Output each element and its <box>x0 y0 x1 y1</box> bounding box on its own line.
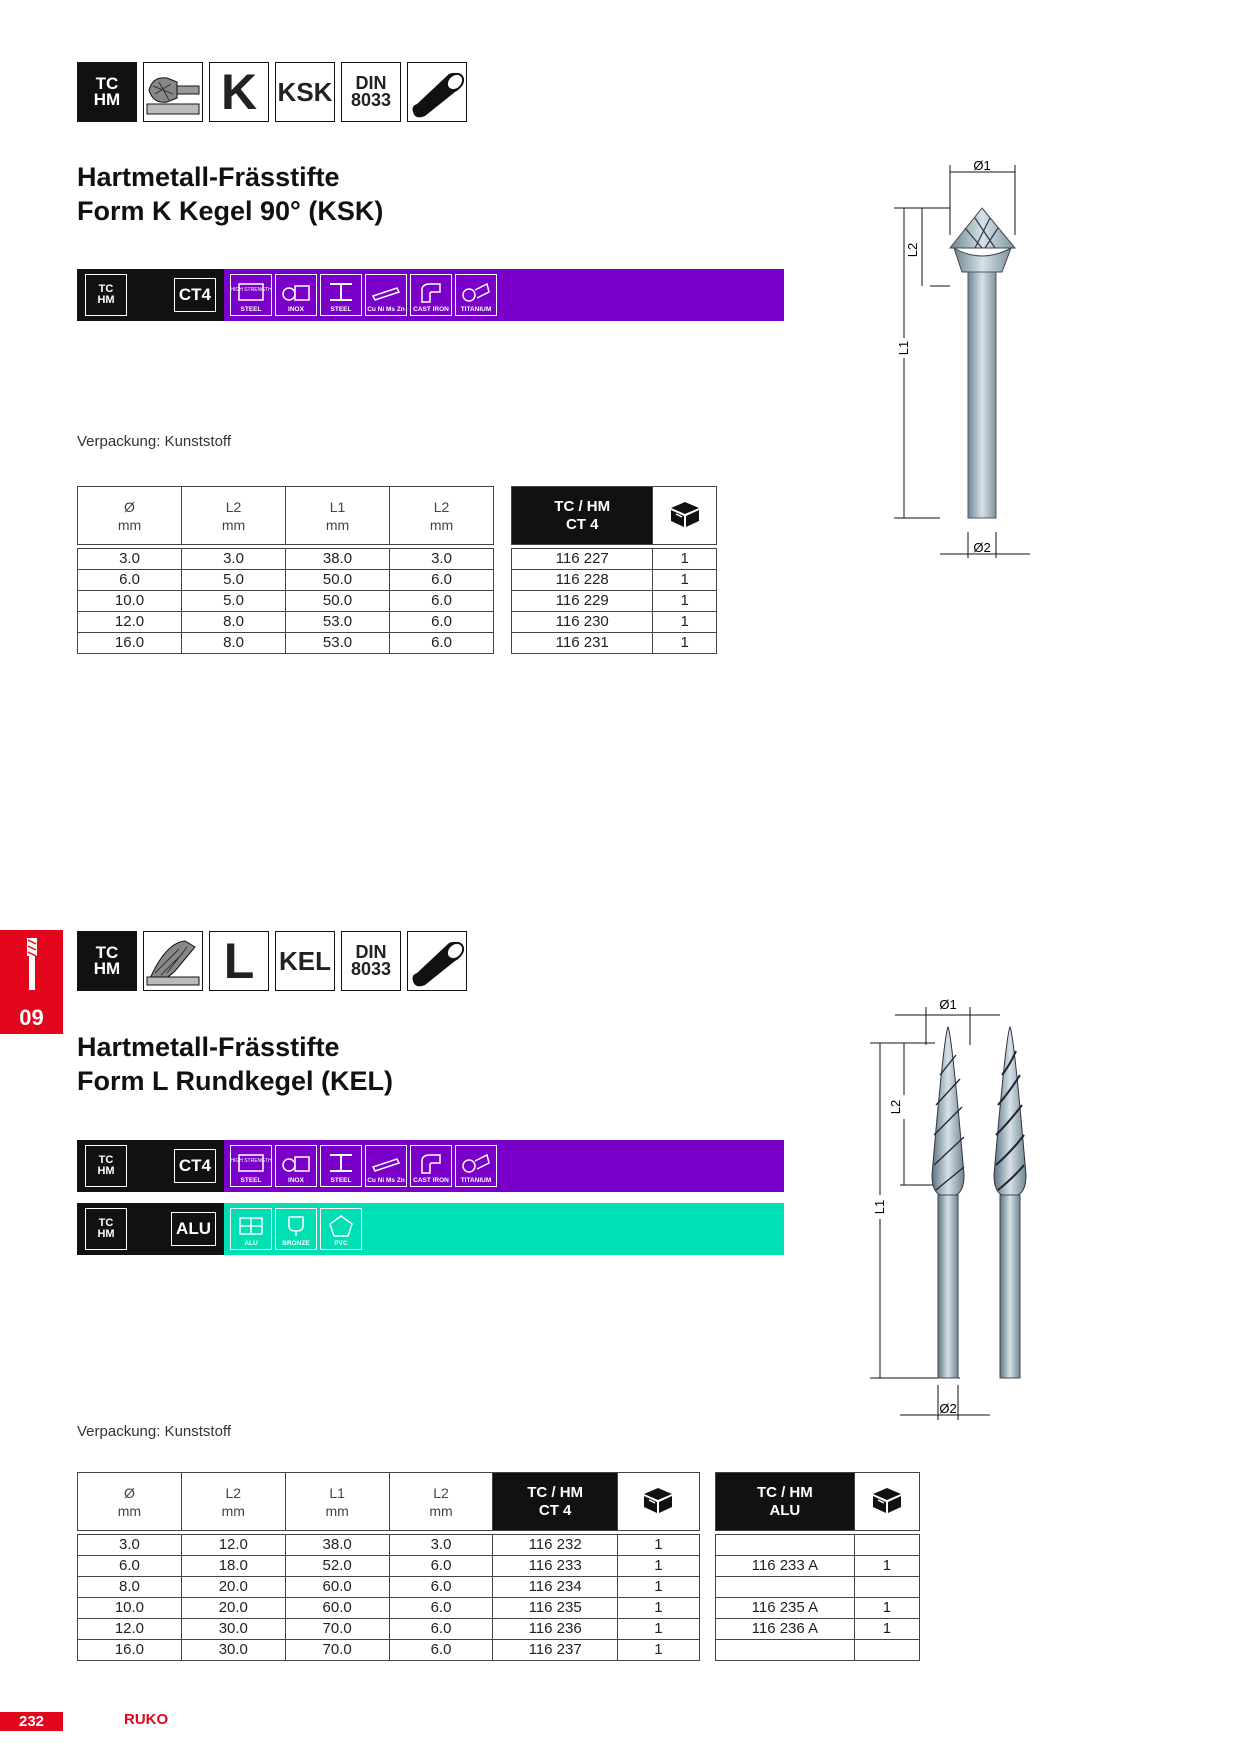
package-box-icon <box>870 1486 904 1514</box>
material-cu-ni-ms-zn-icon: Cu Ni Ms Zn <box>365 274 407 316</box>
tc-hm-badge: TC HM <box>85 1145 127 1187</box>
material-inox-icon: INOX <box>275 1145 317 1187</box>
section1-title: Hartmetall-Frässtifte Form K Kegel 90° (KSK) <box>77 162 384 226</box>
material-alu-icon: ALU <box>230 1208 272 1250</box>
table-row: 116 230 1 <box>512 612 717 633</box>
brand-logo: RUKO <box>124 1711 169 1728</box>
table-row <box>716 1640 920 1661</box>
material-band-alu <box>77 1203 784 1255</box>
table-row: 116 233 A 1 <box>716 1556 920 1577</box>
table-row <box>716 1535 920 1556</box>
material-steel-high-strength-icon: HIGH STRENGTH STEEL <box>230 1145 272 1187</box>
page-number: 232 <box>0 1712 63 1731</box>
chapter-number: 09 <box>19 1005 44 1030</box>
shank-icon <box>407 62 467 122</box>
table-row: 10.0 20.0 60.0 6.0 116 235 1 <box>78 1598 700 1619</box>
material-steel-icon: STEEL <box>320 1145 362 1187</box>
package-box-icon <box>641 1486 675 1514</box>
table-row: 12.0 8.0 53.0 6.0 <box>78 612 494 633</box>
grade-code: CT4 <box>174 278 216 312</box>
order-table-1 <box>511 548 717 654</box>
package-box-icon <box>668 500 702 528</box>
grade-code: ALU <box>171 1212 216 1246</box>
material-pvc-icon: PVC <box>320 1208 362 1250</box>
tc-hm-badge: TC HM <box>85 274 127 316</box>
spec-header-1: Ø mm L2 mm L1 mm L2 mm <box>77 486 494 545</box>
table-row: 116 229 1 <box>512 591 717 612</box>
feature-icons-2 <box>77 931 467 993</box>
order-header-alu: TC / HM ALU <box>715 1472 920 1531</box>
table-row: 6.0 18.0 52.0 6.0 116 233 1 <box>78 1556 700 1577</box>
grade-code: CT4 <box>174 1149 216 1183</box>
svg-text:Ø1: Ø1 <box>973 158 991 173</box>
spec-table-1 <box>77 548 494 654</box>
tc-hm-icon: TC HM <box>77 62 137 122</box>
table-row: 116 231 1 <box>512 633 717 654</box>
material-titanium-icon: TITANIUM <box>455 1145 497 1187</box>
svg-text:L1: L1 <box>872 1199 887 1215</box>
burr-shape-icon <box>143 931 203 991</box>
material-bronze-icon: BRONZE <box>275 1208 317 1250</box>
svg-text:Ø1: Ø1 <box>939 997 957 1012</box>
shape-code-icon: KEL <box>275 931 335 991</box>
material-steel-high-strength-icon: HIGH STRENGTH STEEL <box>230 274 272 316</box>
table-row: 3.0 3.0 38.0 3.0 <box>78 549 494 570</box>
table-row <box>716 1577 920 1598</box>
table-row: 116 236 A 1 <box>716 1619 920 1640</box>
material-cast-iron-icon: CAST IRON <box>410 274 452 316</box>
spec-header-2: Ø mm L2 mm L1 mm L2 mm TC / HM CT 4 <box>77 1472 700 1531</box>
feature-icons-1 <box>77 62 467 124</box>
order-table-alu <box>715 1534 920 1661</box>
material-steel-icon: STEEL <box>320 274 362 316</box>
table-row: 116 227 1 <box>512 549 717 570</box>
material-cu-ni-ms-zn-icon: Cu Ni Ms Zn <box>365 1145 407 1187</box>
tc-hm-icon: TC HM <box>77 931 137 991</box>
din-icon: DIN 8033 <box>341 931 401 991</box>
svg-text:L2: L2 <box>905 242 920 258</box>
section2-title: Hartmetall-Frässtifte Form L Rundkegel (KEL) <box>77 1032 394 1096</box>
packaging-note: Verpackung: Kunststoff <box>77 1423 231 1440</box>
shank-icon <box>407 931 467 991</box>
burr-chapter-icon <box>0 930 63 1000</box>
material-inox-icon: INOX <box>275 274 317 316</box>
burr-shape-icon <box>143 62 203 122</box>
packaging-note: Verpackung: Kunststoff <box>77 433 231 450</box>
table-row: 6.0 5.0 50.0 6.0 <box>78 570 494 591</box>
chapter-tab <box>0 930 63 1034</box>
svg-text:Ø2: Ø2 <box>939 1401 957 1416</box>
svg-text:L2: L2 <box>888 1099 903 1115</box>
svg-text:HIGH STRENGTH: HIGH STRENGTH <box>230 287 272 293</box>
table-row: 16.0 30.0 70.0 6.0 116 237 1 <box>78 1640 700 1661</box>
table-row: 10.0 5.0 50.0 6.0 <box>78 591 494 612</box>
table-row: 12.0 30.0 70.0 6.0 116 236 1 <box>78 1619 700 1640</box>
material-titanium-icon: TITANIUM <box>455 274 497 316</box>
form-letter-icon: L <box>209 931 269 991</box>
material-cast-iron-icon: CAST IRON <box>410 1145 452 1187</box>
spec-table-2 <box>77 1534 700 1661</box>
table-row: 116 235 A 1 <box>716 1598 920 1619</box>
order-header-1: TC / HM CT 4 <box>511 486 717 545</box>
svg-text:L1: L1 <box>896 340 911 356</box>
table-row: 3.0 12.0 38.0 3.0 116 232 1 <box>78 1535 700 1556</box>
material-band-ct4 <box>77 269 784 321</box>
table-row: 116 228 1 <box>512 570 717 591</box>
shape-code-icon: KSK <box>275 62 335 122</box>
material-band-ct4 <box>77 1140 784 1192</box>
din-icon: DIN 8033 <box>341 62 401 122</box>
tc-hm-badge: TC HM <box>85 1208 127 1250</box>
table-row: 16.0 8.0 53.0 6.0 <box>78 633 494 654</box>
table-row: 8.0 20.0 60.0 6.0 116 234 1 <box>78 1577 700 1598</box>
svg-text:Ø2: Ø2 <box>973 540 991 555</box>
form-letter-icon: K <box>209 62 269 122</box>
burr-diagram-k <box>880 160 1040 560</box>
burr-diagram-l <box>860 995 1030 1445</box>
svg-text:HIGH STRENGTH: HIGH STRENGTH <box>230 1158 272 1164</box>
